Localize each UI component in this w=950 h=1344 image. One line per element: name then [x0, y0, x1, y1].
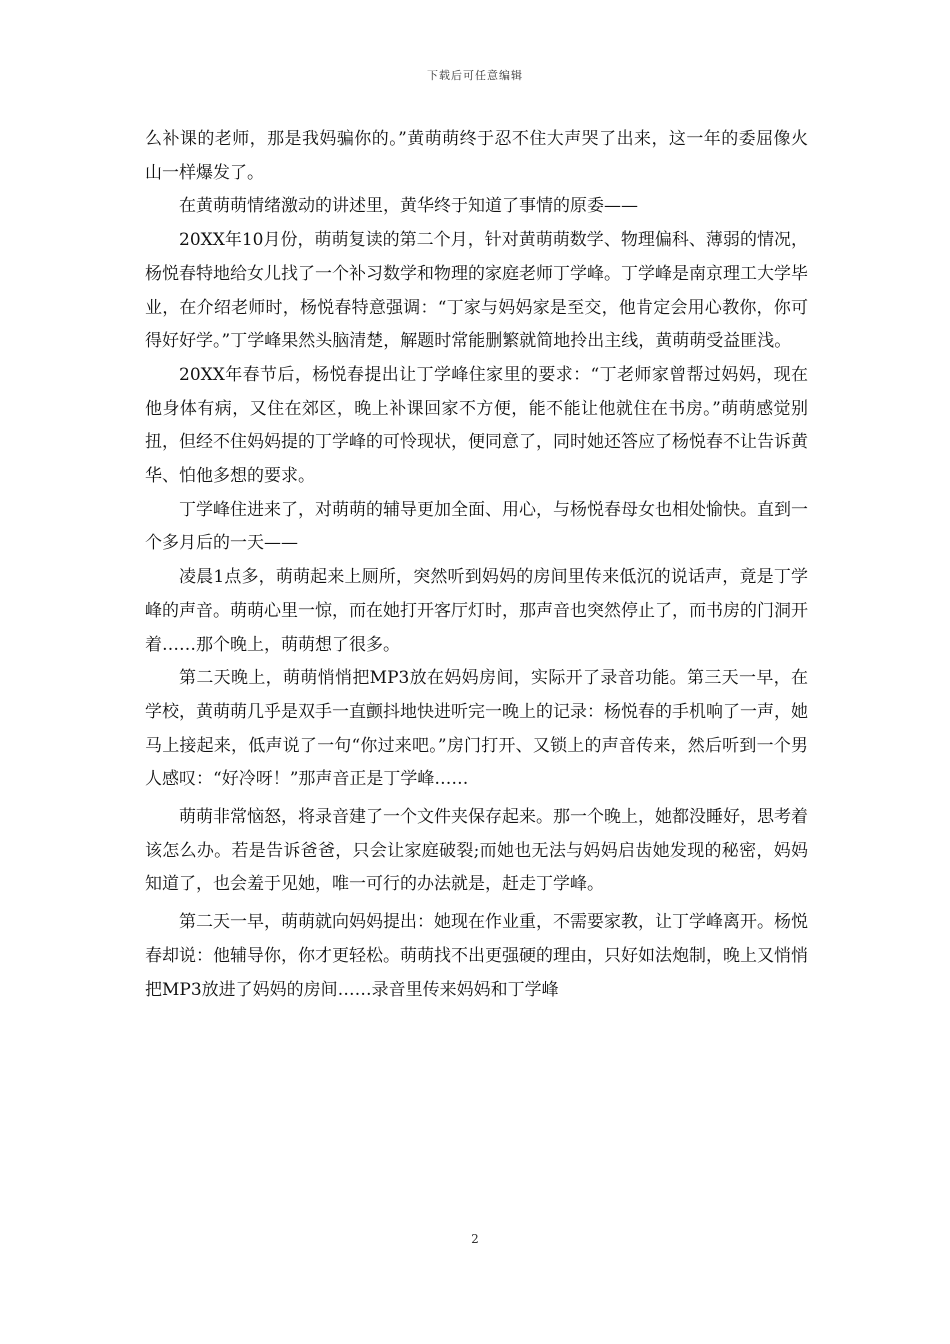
paragraph: 丁学峰住进来了，对萌萌的辅导更加全面、用心，与杨悦春母女也相处愉快。直到一个多月后的一天—— — [145, 499, 808, 554]
paragraph: 第二天一早，萌萌就向妈妈提出：她现在作业重，不需要家教，让丁学峰离开。杨悦春却说：他辅导你，你才更轻松。萌萌找不出更强硬的理由，只好如法炮制，晚上又悄悄把MP3放进了妈妈的房间……录音里传来妈妈和丁学峰 — [145, 912, 808, 1000]
document-body — [145, 123, 808, 1007]
paragraph-continued: 么补课的老师，那是我妈骗你的。”黄萌萌终于忍不住大声哭了出来，这一年的委屈像火山一样爆发了。 — [145, 129, 808, 183]
paragraph: 20XX年春节后，杨悦春提出让丁学峰住家里的要求：“丁老师家曾帮过妈妈，现在他身体有病，又住在郊区，晚上补课回家不方便，能不能让他就住在书房。”萌萌感觉别扭，但经不住妈妈提的丁学峰的可怜现状，便同意了，同时她还答应了杨悦春不让告诉黄华、怕他多想的要求。 — [145, 364, 808, 487]
paragraph: 在黄萌萌情绪激动的讲述里，黄华终于知道了事情的原委—— — [179, 196, 638, 217]
page-header: 下载后可任意编辑 — [427, 69, 523, 82]
paragraph: 20XX年10月份，萌萌复读的第二个月，针对黄萌萌数学、物理偏科、薄弱的情况，杨悦春特地给女儿找了一个补习数学和物理的家庭老师丁学峰。丁学峰是南京理工大学毕业，在介绍老师时，杨悦春特意强调：“丁家与妈妈家是至交，他肯定会用心教你，你可得好好学。”丁学峰果然头脑清楚，解题时常能删繁就简地拎出主线，黄萌萌受益匪浅。 — [145, 230, 808, 352]
paragraph: 萌萌非常恼怒，将录音建了一个文件夹保存起来。那一个晚上，她都没睡好，思考着该怎么办。若是告诉爸爸，只会让家庭破裂;而她也无法与妈妈启齿她发现的秘密，妈妈知道了，也会羞于见她，唯一可行的办法就是，赶走丁学峰。 — [145, 807, 808, 895]
paragraph: 凌晨1点多，萌萌起来上厕所，突然听到妈妈的房间里传来低沉的说话声，竟是丁学峰的声音。萌萌心里一惊，而在她打开客厅灯时，那声音也突然停止了，而书房的门洞开着……那个晚上，萌萌想了很多。 — [145, 567, 808, 655]
page-number: 2 — [471, 1232, 479, 1246]
paragraph: 第二天晚上，萌萌悄悄把MP3放在妈妈房间，实际开了录音功能。第三天一早，在学校，黄萌萌几乎是双手一直颤抖地快进听完一晚上的记录：杨悦春的手机响了一声，她马上接起来，低声说了一句“你过来吧。”房门打开、又锁上的声音传来，然后听到一个男人感叹：“好冷呀！”那声音正是丁学峰…… — [145, 668, 808, 790]
